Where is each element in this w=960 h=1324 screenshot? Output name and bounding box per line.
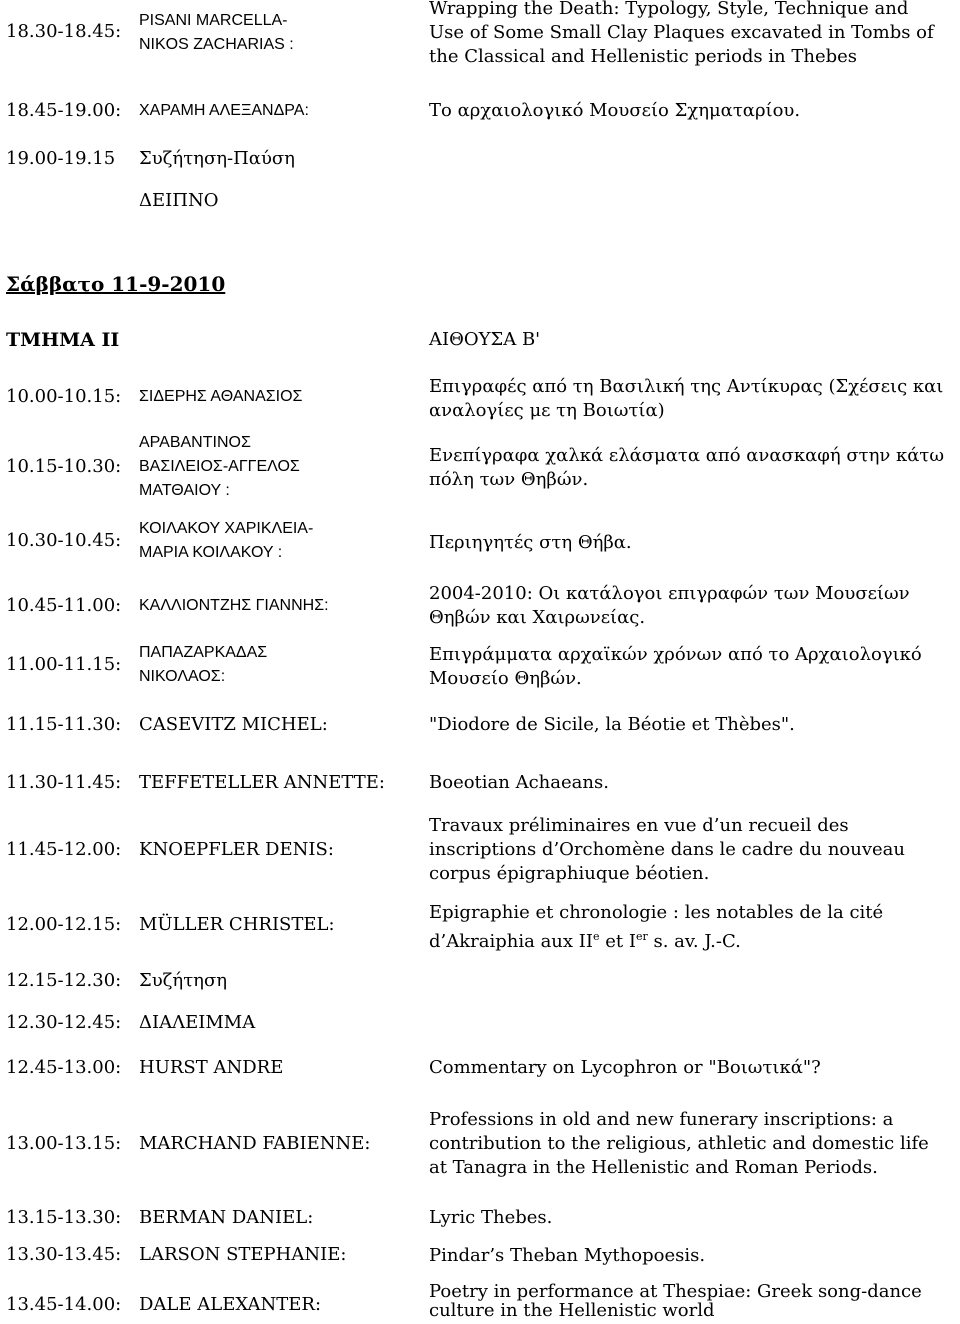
speaker-name: ΑΡΑΒΑΝΤΙΝΟΣ xyxy=(139,434,251,451)
speaker-name: ΧΑΡΑΜΗ ΑΛΕΞΑΝΔΡΑ: xyxy=(139,102,309,119)
speaker-name: CASEVITZ MICHEL: xyxy=(139,714,328,735)
talk-title: Επιγραφές από τη Βασιλική της Αντίκυρας (Σχέσεις και xyxy=(429,376,944,397)
talk-title: culture in the Hellenistic world xyxy=(429,1300,715,1321)
talk-title: Epigraphie et chronologie : les notables de la cité xyxy=(429,902,884,923)
talk-title: d’Akraiphia aux IIe et Ier s. av. J.-C. xyxy=(429,930,741,952)
speaker-name: ΠΑΠΑΖΑΡΚΑΔΑΣ xyxy=(139,644,268,661)
talk-title: Περιηγητές στη Θήβα. xyxy=(429,532,632,553)
session-time: 13.45-14.00: xyxy=(6,1294,122,1315)
session-time: 18.45-19.00: xyxy=(6,100,122,121)
talk-title: corpus épigraphiuque béotien. xyxy=(429,863,710,884)
speaker-name: MÜLLER CHRISTEL: xyxy=(139,914,335,935)
speaker-name: ΜΑΡΙΑ ΚΟΙΛΑΚΟΥ : xyxy=(139,544,283,561)
session-time: 10.15-10.30: xyxy=(6,456,122,477)
session-time: 11.30-11.45: xyxy=(6,772,122,793)
session-time: 10.00-10.15: xyxy=(6,386,122,407)
session-time: 12.45-13.00: xyxy=(6,1057,122,1078)
break-label: ΔΙΑΛΕΙΜΜΑ xyxy=(139,1012,256,1033)
talk-title: inscriptions d’Orchomène dans le cadre du nouveau xyxy=(429,839,905,860)
speaker-name: PISANI MARCELLA- xyxy=(139,12,288,29)
talk-title: the Classical and Hellenistic periods in Thebes xyxy=(429,46,858,67)
session-time: 12.15-12.30: xyxy=(6,970,122,991)
session-time: 13.00-13.15: xyxy=(6,1133,122,1154)
session-time: 13.15-13.30: xyxy=(6,1207,122,1228)
talk-title: at Tanagra in the Hellenistic and Roman Periods. xyxy=(429,1157,878,1178)
talk-title: Lyric Thebes. xyxy=(429,1207,553,1228)
speaker-name: ΣΙΔΕΡΗΣ ΑΘΑΝΑΣΙΟΣ xyxy=(139,388,303,405)
session-time: 10.30-10.45: xyxy=(6,530,122,551)
speaker-name: HURST ANDRE xyxy=(139,1057,284,1078)
discussion-label: Συζήτηση xyxy=(139,970,228,991)
break-label: Συζήτηση-Παύση xyxy=(139,148,295,169)
session-time: 12.00-12.15: xyxy=(6,914,122,935)
session-time: 18.30-18.45: xyxy=(6,21,122,42)
speaker-name: MARCHAND FABIENNE: xyxy=(139,1133,371,1154)
talk-title: "Diodore de Sicile, la Béotie et Thèbes". xyxy=(429,714,795,735)
section-label: ΤΜΗΜΑ ΙΙ xyxy=(6,329,120,351)
talk-title: Travaux préliminaires en vue d’un recueil des xyxy=(429,815,849,836)
talk-title: 2004-2010: Οι κατάλογοι επιγραφών των Μουσείων xyxy=(429,583,910,604)
speaker-name: KNOEPFLER DENIS: xyxy=(139,839,334,860)
speaker-name: ΝΙΚΟΛΑΟΣ: xyxy=(139,668,226,685)
speaker-name: BERMAN DANIEL: xyxy=(139,1207,314,1228)
day-heading: Σάββατο 11-9-2010 xyxy=(6,272,226,296)
speaker-name: TEFFETELLER ANNETTE: xyxy=(139,772,385,793)
session-time: 11.45-12.00: xyxy=(6,839,122,860)
speaker-name: ΒΑΣΙΛΕΙΟΣ-ΑΓΓΕΛΟΣ xyxy=(139,458,300,475)
speaker-name: ΜΑΤΘΑΙΟΥ : xyxy=(139,482,230,499)
talk-title: Boeotian Achaeans. xyxy=(429,772,609,793)
talk-title: Commentary on Lycophron or "Βοιωτικά"? xyxy=(429,1057,821,1078)
session-time: 12.30-12.45: xyxy=(6,1012,122,1033)
talk-title: Poetry in performance at Thespiae: Greek song-dance xyxy=(429,1281,922,1302)
talk-title: Θηβών και Χαιρωνείας. xyxy=(429,607,646,628)
speaker-name: NIKOS ZACHARIAS : xyxy=(139,36,294,53)
session-time: 19.00-19.15 xyxy=(6,148,116,169)
talk-title: Ενεπίγραφα χαλκά ελάσματα από ανασκαφή στην κάτω xyxy=(429,445,945,466)
session-time: 13.30-13.45: xyxy=(6,1244,122,1265)
talk-title: Μουσείο Θηβών. xyxy=(429,668,582,689)
talk-title: Επιγράμματα αρχαϊκών χρόνων από το Αρχαιολογικό xyxy=(429,644,922,665)
talk-title: Wrapping the Death: Typology, Style, Technique and xyxy=(429,0,909,19)
talk-title: Use of Some Small Clay Plaques excavated in Tombs of xyxy=(429,22,934,43)
session-time: 10.45-11.00: xyxy=(6,595,122,616)
speaker-name: LARSON STEPHANIE: xyxy=(139,1244,347,1265)
room-label: ΑΙΘΟΥΣΑ Β' xyxy=(429,329,541,350)
talk-title: αναλογίες με τη Βοιωτία) xyxy=(429,400,665,421)
talk-title: Pindar’s Theban Mythopoesis. xyxy=(429,1245,706,1266)
talk-title: Το αρχαιολογικό Μουσείο Σχηματαρίου. xyxy=(429,100,801,121)
talk-title: πόλη των Θηβών. xyxy=(429,469,589,490)
speaker-name: ΚΑΛΛΙΟΝΤΖΗΣ ΓΙΑΝΝΗΣ: xyxy=(139,597,329,614)
session-time: 11.15-11.30: xyxy=(6,714,122,735)
dinner-label: ΔΕΙΠΝΟ xyxy=(139,190,219,211)
speaker-name: DALE ALEXANTER: xyxy=(139,1294,322,1315)
session-time: 11.00-11.15: xyxy=(6,654,122,675)
talk-title: contribution to the religious, athletic and domestic life xyxy=(429,1133,929,1154)
speaker-name: ΚΟΙΛΑΚΟΥ ΧΑΡΙΚΛΕΙΑ- xyxy=(139,520,314,537)
talk-title: Professions in old and new funerary inscriptions: a xyxy=(429,1109,894,1130)
